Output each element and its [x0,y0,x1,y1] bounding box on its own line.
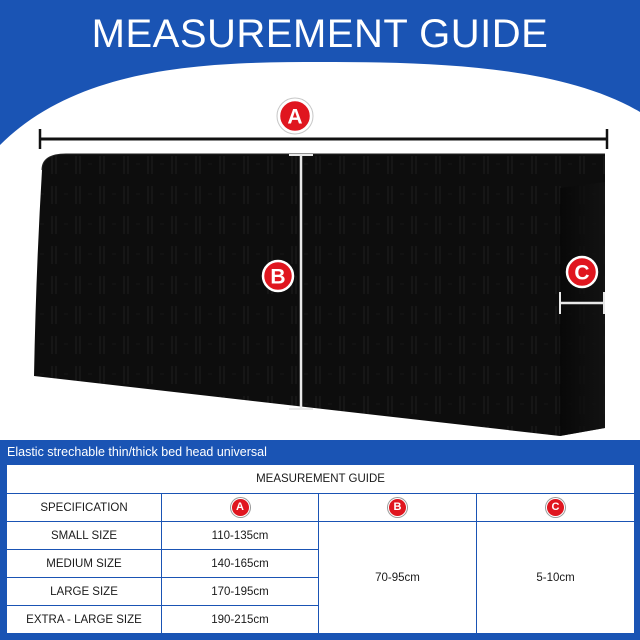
size-label: EXTRA - LARGE SIZE [7,606,162,634]
page-title: MEASUREMENT GUIDE [91,12,549,56]
size-a-value: 170-195cm [162,578,319,606]
badge-a-label: A [287,105,303,129]
badge-a [277,98,313,134]
size-label: LARGE SIZE [7,578,162,606]
header-b-badge: B [388,498,407,517]
b-value: 70-95cm [319,522,477,634]
badge-b-label: B [270,265,286,289]
headboard-cover [34,154,605,436]
header-specification: SPECIFICATION [7,494,162,522]
product-caption: Elastic strechable thin/thick bed head universal [0,440,640,464]
size-label: SMALL SIZE [7,522,162,550]
size-a-value: 110-135cm [162,522,319,550]
dimension-a-line [40,129,607,149]
headboard-illustration [0,90,640,440]
size-a-value: 190-215cm [162,606,319,634]
header-c-badge: C [546,498,565,517]
measurement-table [6,464,635,634]
size-a-value: 140-165cm [162,550,319,578]
size-label: MEDIUM SIZE [7,550,162,578]
header-c [477,494,635,522]
header-b [319,494,477,522]
badge-b [263,261,293,291]
table-title: MEASUREMENT GUIDE [7,465,635,494]
c-value: 5-10cm [477,522,635,634]
measurement-table-section [0,464,640,640]
badge-c [567,257,597,287]
header-a [162,494,319,522]
header-a-badge: A [231,498,250,517]
table-row [7,522,635,550]
badge-c-label: C [574,261,590,285]
